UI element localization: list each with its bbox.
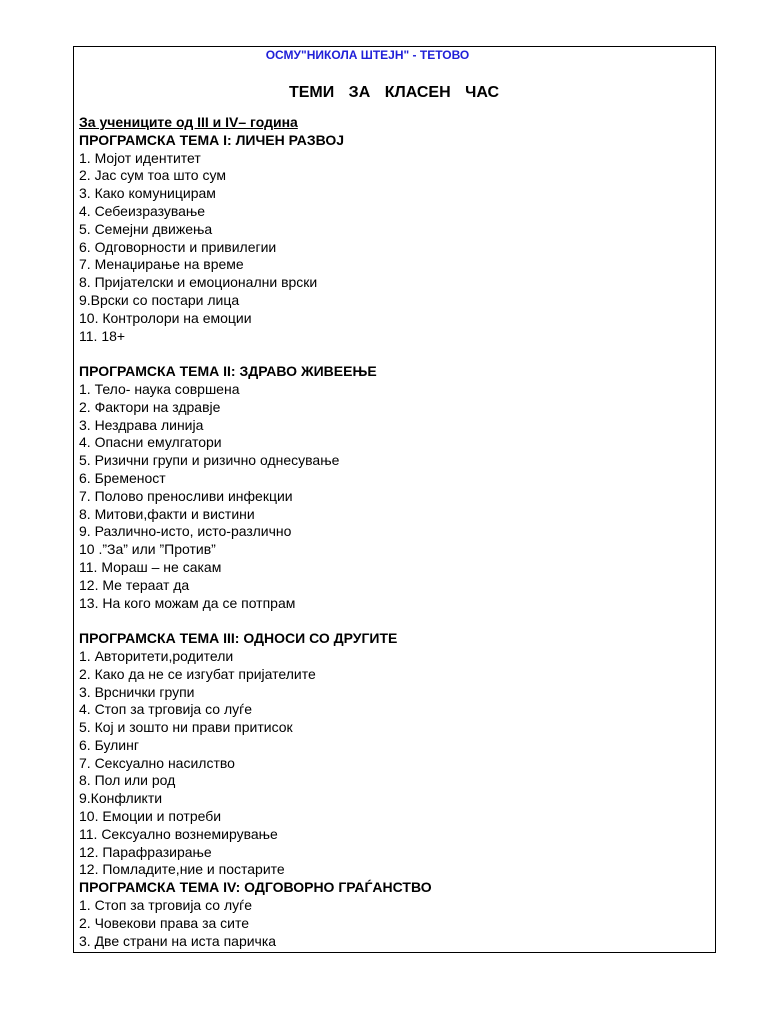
list-item: 12. Парафразирање (79, 843, 212, 860)
list-item: 1. Стоп за трговија со луѓе (79, 897, 253, 914)
list-item: 7. Менаџирање на време (79, 256, 244, 273)
list-item: 1. Авторитети,родители (79, 647, 234, 664)
section-heading-4: ПРОГРАМСКА ТЕМА IV: ОДГОВОРНО ГРАЃАНСТВО (79, 879, 432, 896)
section-spacer (79, 612, 709, 630)
list-item: 3. Нездрава линија (79, 416, 204, 433)
list-item: 2. Човекови права за сите (79, 914, 250, 931)
list-item: 11. Сексуално вознемирување (79, 825, 278, 842)
list-item: 3. Врснички групи (79, 683, 195, 700)
document-body (79, 114, 709, 950)
school-name: ОСМУ"НИКОЛА ШТЕЈН" - ТЕТОВО (265, 48, 470, 62)
section-heading-2: ПРОГРАМСКА ТЕМА II: ЗДРАВО ЖИВЕЕЊЕ (79, 363, 377, 380)
subtitle: За учениците од III и IV– година (79, 114, 298, 130)
list-item: 2. Фактори на здравје (79, 398, 221, 415)
list-item: 10. Контролори на емоции (79, 309, 252, 326)
list-item: 3. Како комуницирам (79, 185, 216, 202)
list-item: 8. Пријателски и емоционални врски (79, 274, 318, 291)
list-item: 7. Сексуално насилство (79, 754, 235, 771)
list-item: 2. Како да не се изгубат пријателите (79, 665, 316, 682)
document-title: ТЕМИ ЗА КЛАСЕН ЧАС (288, 84, 500, 101)
section-heading-1: ПРОГРАМСКА ТЕМА I: ЛИЧЕН РАЗВОЈ (79, 131, 345, 148)
list-item: 9.Врски со постари лица (79, 291, 240, 308)
list-item: 10. Емоции и потреби (79, 808, 222, 825)
list-item: 7. Полово преносливи инфекции (79, 487, 293, 504)
list-item: 13. На кого можам да се потпрам (79, 594, 296, 611)
section-heading-3: ПРОГРАМСКА ТЕМА III: ОДНОСИ СО ДРУГИТЕ (79, 630, 398, 647)
list-item: 9. Различно-исто, исто-различно (79, 523, 292, 540)
list-item: 4. Опасни емулгатори (79, 434, 222, 451)
list-item: 3. Две страни на иста паричка (79, 932, 277, 949)
list-item: 12. Ме тераат да (79, 576, 190, 593)
list-item: 11. 18+ (79, 327, 126, 344)
list-item: 6. Булинг (79, 736, 139, 753)
list-item: 5. Кој и зошто ни прави притисок (79, 719, 293, 736)
list-item: 5. Семејни движења (79, 220, 213, 237)
list-item: 1. Тело- наука совршена (79, 380, 240, 397)
list-item: 4. Себеизразување (79, 202, 206, 219)
list-item: 8. Пол или род (79, 772, 176, 789)
list-item: 4. Стоп за трговија со луѓе (79, 701, 253, 718)
list-item: 1. Мојот идентитет (79, 149, 201, 166)
list-item: 9.Конфликти (79, 790, 163, 807)
section-spacer (79, 345, 709, 363)
list-item: 12. Помладите,ние и постарите (79, 861, 285, 878)
list-item: 6. Одговорности и привилегии (79, 238, 277, 255)
list-item: 6. Бременост (79, 469, 166, 486)
list-item: 5. Ризични групи и ризично однесување (79, 452, 340, 469)
list-item: 8. Митови,факти и вистини (79, 505, 255, 522)
list-item: 2. Јас сум тоа што сум (79, 167, 226, 184)
list-item: 11. Мораш – не сакам (79, 558, 222, 575)
list-item: 10 .”За” или ”Против” (79, 541, 216, 558)
